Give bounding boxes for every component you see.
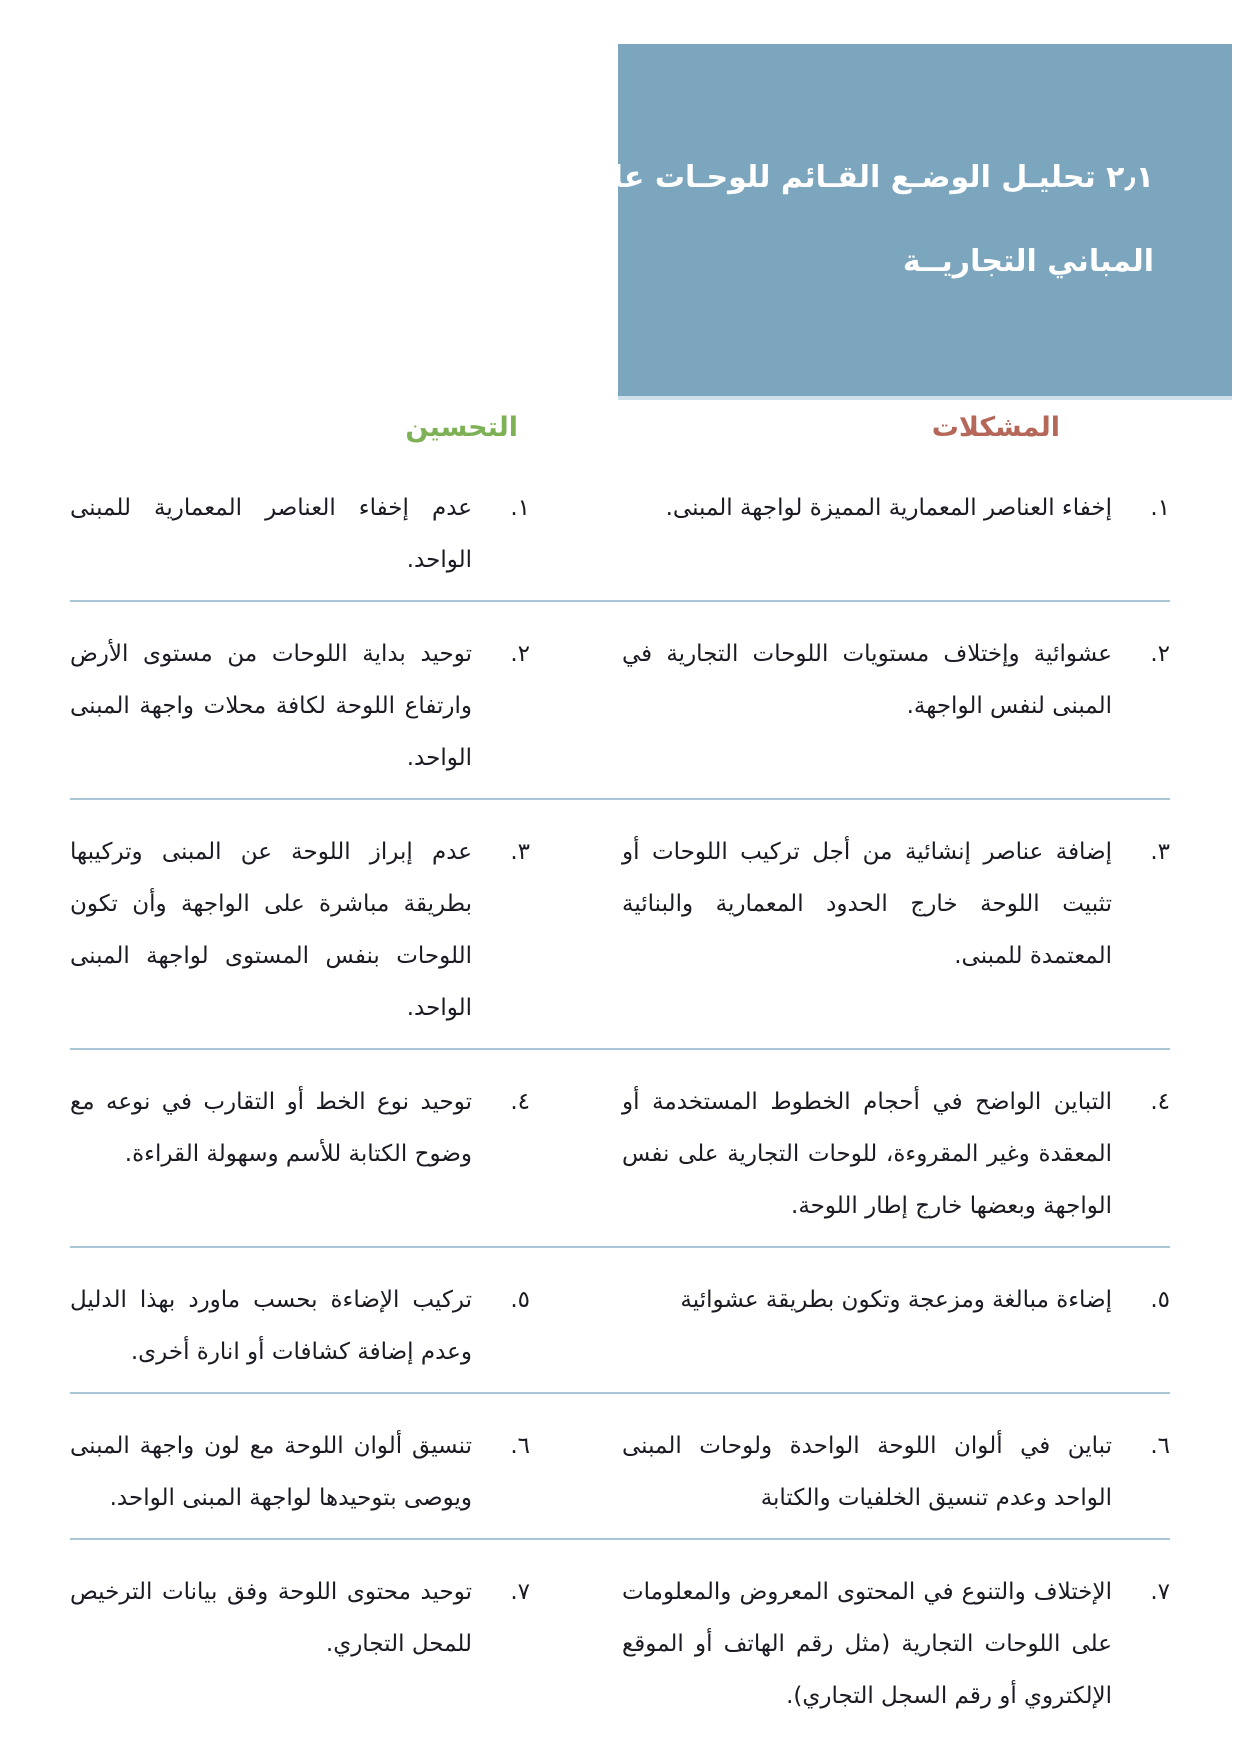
- item-number: ١.: [510, 495, 530, 521]
- item-text: عدم إبراز اللوحة عن المبنى وتركيبها بطريقة مباشرة على الواجهة وأن تكون اللوحات بنفس المستوى لواجهة المبنى الواحد.: [70, 839, 472, 1021]
- section-title-line1: ٢٫١ تحليـل الوضـع القـائم للوحـات علــى: [560, 160, 1154, 195]
- row-1: [70, 456, 1170, 600]
- item-text: إضافة عناصر إنشائية من أجل تركيب اللوحات أو تثبيت اللوحة خارج الحدود المعمارية والبنائية المعتمدة للمبنى.: [622, 839, 1112, 969]
- improvement-item: [70, 826, 530, 1034]
- comparison-table: [70, 404, 1170, 1736]
- item-number: ٥.: [1150, 1287, 1170, 1313]
- item-text: إخفاء العناصر المعمارية المميزة لواجهة المبنى.: [665, 495, 1112, 521]
- column-headings-row: [70, 404, 1170, 456]
- item-text: توحيد محتوى اللوحة وفق بيانات الترخيص للمحل التجاري.: [70, 1579, 472, 1657]
- item-text: تركيب الإضاءة بحسب ماورد بهذا الدليل وعدم إضافة كشافات أو انارة أخرى.: [70, 1287, 472, 1365]
- row-5: [70, 1248, 1170, 1392]
- improvement-item: [70, 1274, 530, 1378]
- item-number: ١.: [1150, 495, 1170, 521]
- item-text: إضاءة مبالغة ومزعجة وتكون بطريقة عشوائية: [680, 1287, 1112, 1313]
- item-number: ٧.: [510, 1579, 530, 1605]
- item-number: ٤.: [510, 1089, 530, 1115]
- problem-item: [622, 1274, 1170, 1378]
- improvement-item: [70, 482, 530, 586]
- improvements-heading: التحسين: [405, 412, 518, 443]
- row-2: [70, 602, 1170, 798]
- item-text: التباين الواضح في أحجام الخطوط المستخدمة أو المعقدة وغير المقروءة، للوحات التجارية على نفس الواجهة وبعضها خارج إطار اللوحة.: [622, 1089, 1112, 1219]
- problem-item: [622, 1420, 1170, 1524]
- section-title-line2: المباني التجاريــة: [902, 244, 1154, 279]
- item-text: تباين في ألوان اللوحة الواحدة ولوحات المبنى الواحد وعدم تنسيق الخلفيات والكتابة: [622, 1433, 1112, 1511]
- row-6: [70, 1394, 1170, 1538]
- item-text: الإختلاف والتنوع في المحتوى المعروض والمعلومات على اللوحات التجارية (مثل رقم الهاتف أو الموقع الإلكتروي أو رقم السجل التجاري).: [622, 1579, 1112, 1709]
- item-text: تنسيق ألوان اللوحة مع لون واجهة المبنى ويوصى بتوحيدها لواجهة المبنى الواحد.: [70, 1433, 472, 1511]
- problem-item: [622, 1566, 1170, 1722]
- problems-heading: المشكلات: [931, 412, 1060, 443]
- improvement-item: [70, 1566, 530, 1722]
- item-text: عدم إخفاء العناصر المعمارية للمبنى الواحد.: [70, 495, 472, 573]
- improvement-item: [70, 1420, 530, 1524]
- item-number: ٤.: [1150, 1089, 1170, 1115]
- item-number: ٥.: [510, 1287, 530, 1313]
- item-number: ٢.: [1150, 641, 1170, 667]
- item-text: توحيد نوع الخط أو التقارب في نوعه مع وضوح الكتابة للأسم وسهولة القراءة.: [70, 1089, 472, 1167]
- row-4: [70, 1050, 1170, 1246]
- item-number: ٧.: [1150, 1579, 1170, 1605]
- problem-item: [622, 482, 1170, 586]
- improvement-item: [70, 1076, 530, 1232]
- item-text: توحيد بداية اللوحات من مستوى الأرض وارتفاع اللوحة لكافة محلات واجهة المبنى الواحد.: [70, 641, 472, 771]
- section-title-box: [560, 44, 1232, 400]
- item-number: ٣.: [1150, 839, 1170, 865]
- item-number: ٦.: [510, 1433, 530, 1459]
- problem-item: [622, 1076, 1170, 1232]
- row-3: [70, 800, 1170, 1048]
- item-number: ٣.: [510, 839, 530, 865]
- item-number: ٢.: [510, 641, 530, 667]
- problem-item: [622, 826, 1170, 1034]
- problem-item: [622, 628, 1170, 784]
- item-number: ٦.: [1150, 1433, 1170, 1459]
- improvement-item: [70, 628, 530, 784]
- row-7: [70, 1540, 1170, 1736]
- item-text: عشوائية وإختلاف مستويات اللوحات التجارية في المبنى لنفس الواجهة.: [622, 641, 1112, 719]
